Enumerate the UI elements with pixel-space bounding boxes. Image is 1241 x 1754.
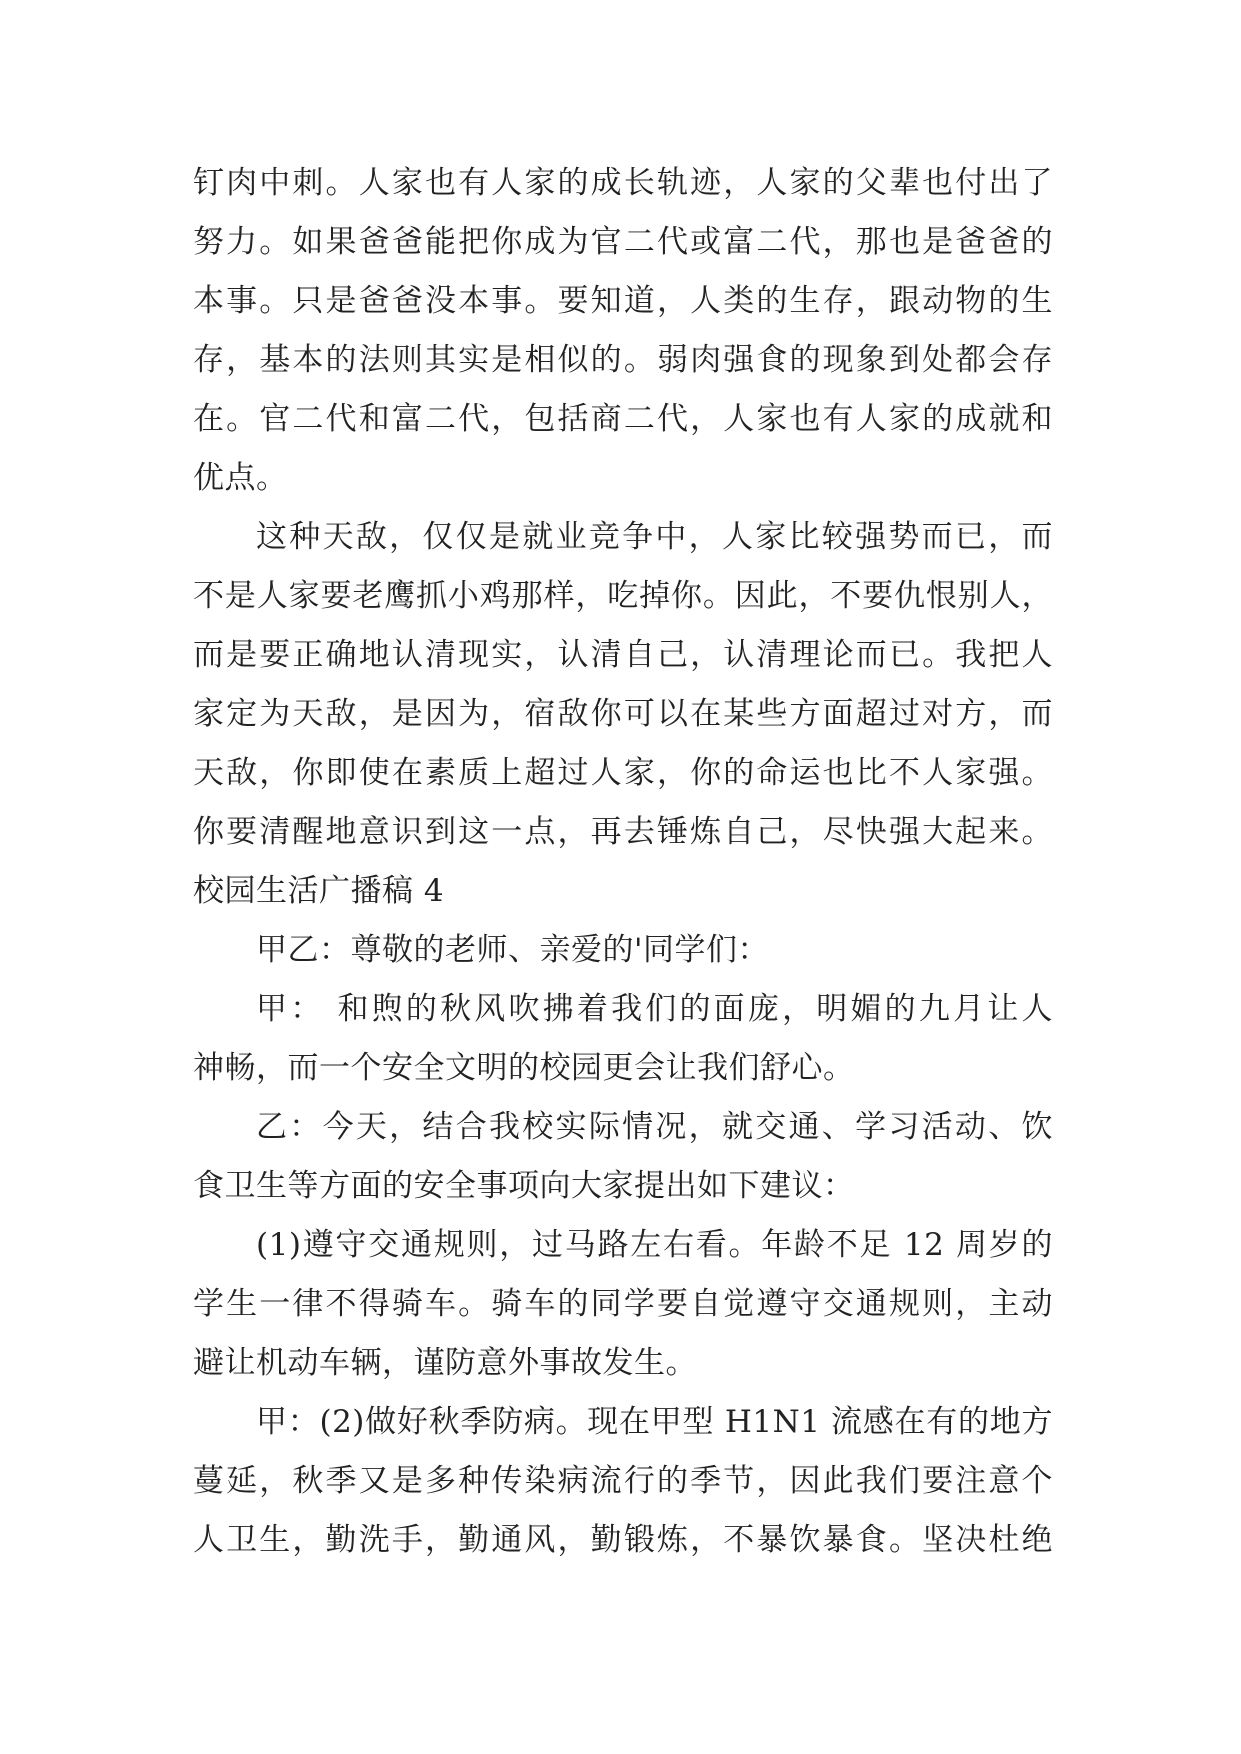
paragraph-line: 甲： 和煦的秋风吹拂着我们的面庞，明媚的九月让人 [256,991,1053,1027]
paragraph-line: 人卫生，勤洗手，勤通风，勤锻炼，不暴饮暴食。坚决杜绝 [193,1522,1053,1558]
paragraph-line: 甲乙：尊敬的老师、亲爱的'同学们： [256,932,770,968]
paragraph-line: 乙：今天，结合我校实际情况，就交通、学习活动、饮 [256,1109,1053,1145]
paragraph-line: 蔓延，秋季又是多种传染病流行的季节，因此我们要注意个 [193,1463,1053,1499]
paragraph-line: 不是人家要老鹰抓小鸡那样，吃掉你。因此，不要仇恨别人， [193,578,1053,614]
paragraph-line: 在。官二代和富二代，包括商二代，人家也有人家的成就和 [193,401,1053,437]
paragraph-line: 学生一律不得骑车。骑车的同学要自觉遵守交通规则，主动 [193,1286,1053,1322]
paragraph-line: 家定为天敌，是因为，宿敌你可以在某些方面超过对方，而 [193,696,1053,732]
paragraph-line: (1)遵守交通规则，过马路左右看。年龄不足 12 周岁的 [256,1227,1053,1263]
paragraph-line: 避让机动车辆，谨防意外事故发生。 [193,1345,697,1381]
paragraph-line: 存，基本的法则其实是相似的。弱肉强食的现象到处都会存 [193,342,1053,378]
paragraph-line: 食卫生等方面的安全事项向大家提出如下建议： [193,1168,855,1204]
paragraph-line: 钉肉中刺。人家也有人家的成长轨迹，人家的父辈也付出了 [193,165,1053,201]
paragraph-line: 努力。如果爸爸能把你成为官二代或富二代，那也是爸爸的 [193,224,1053,260]
paragraph-line: 这种天敌，仅仅是就业竞争中，人家比较强势而已，而 [256,519,1053,555]
paragraph-line: 你要清醒地意识到这一点，再去锤炼自己，尽快强大起来。 [193,814,1053,850]
section-heading: 校园生活广播稿 4 [193,873,445,909]
paragraph-line: 本事。只是爸爸没本事。要知道，人类的生存，跟动物的生 [193,283,1053,319]
paragraph-line: 甲：(2)做好秋季防病。现在甲型 H1N1 流感在有的地方 [256,1404,1053,1440]
document-body [193,154,1053,1570]
paragraph-line: 而是要正确地认清现实，认清自己，认清理论而已。我把人 [193,637,1053,673]
paragraph-line: 优点。 [193,460,288,496]
paragraph-line: 神畅，而一个安全文明的校园更会让我们舒心。 [193,1050,855,1086]
paragraph-line: 天敌，你即使在素质上超过人家，你的命运也比不人家强。 [193,755,1053,791]
